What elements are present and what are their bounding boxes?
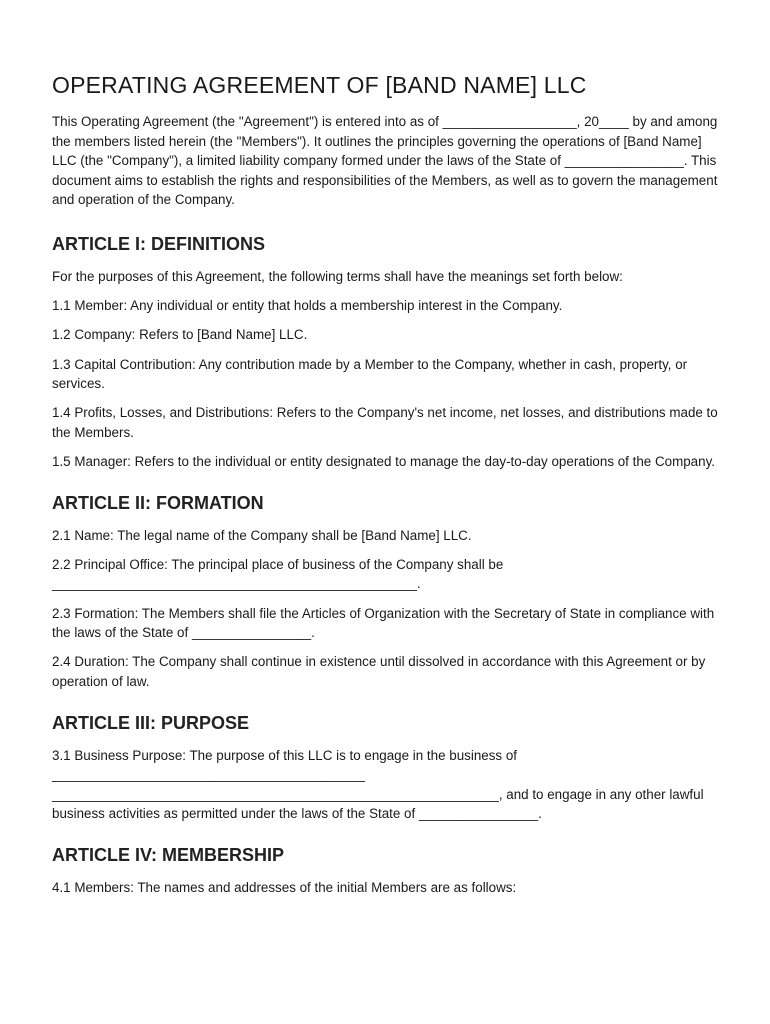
article-heading: ARTICLE I: DEFINITIONS xyxy=(52,233,265,254)
intro-paragraph: This Operating Agreement (the "Agreement") is entered into as of __________________, 20____ by and among the members listed herein (the "Members"). It outlines the principles governing the operations of [Band Name] LLC (the "Company"), a limited liability company formed under the laws of the State of ________________. This document aims to establish the rights and responsibilities of the Members, as well as to govern the management and operation of the Company. xyxy=(52,114,718,208)
article-paragraph: 2.4 Duration: The Company shall continue in existence until dissolved in accordance with this Agreement or by operation of law. xyxy=(52,654,706,690)
article-paragraph: 2.2 Principal Office: The principal place of business of the Company shall be _________________________________________________. xyxy=(52,556,504,592)
article-paragraph: 1.4 Profits, Losses, and Distributions: Refers to the Company's net income, net losses, and distributions made to the Members. xyxy=(52,405,718,440)
article-paragraph: 1.5 Manager: Refers to the individual or entity designated to manage the day-to-day operations of the Company. xyxy=(52,454,715,470)
article-paragraph: 3.1 Business Purpose: The purpose of this LLC is to engage in the business of __________________________________________ ____________________________________________________________, and to engage in any other lawful business activities as permitted under the laws of the State of ________________. xyxy=(52,747,704,822)
document-title: OPERATING AGREEMENT OF [BAND NAME] LLC xyxy=(52,72,587,98)
article-definitions xyxy=(52,234,718,472)
article-paragraph: 1.2 Company: Refers to [Band Name] LLC. xyxy=(52,327,308,343)
article-paragraph: For the purposes of this Agreement, the following terms shall have the meanings set forth below: xyxy=(52,268,623,284)
article-paragraph: 1.1 Member: Any individual or entity that holds a membership interest in the Company. xyxy=(52,298,563,314)
article-formation xyxy=(52,493,718,692)
article-heading: ARTICLE IV: MEMBERSHIP xyxy=(52,845,285,865)
article-heading: ARTICLE III: PURPOSE xyxy=(52,712,250,733)
article-heading: ARTICLE II: FORMATION xyxy=(52,492,264,513)
article-paragraph: 2.1 Name: The legal name of the Company shall be [Band Name] LLC. xyxy=(52,527,472,543)
article-paragraph: 2.3 Formation: The Members shall file the Articles of Organization with the Secretary of State in compliance with the laws of the State of ________________. xyxy=(52,605,715,641)
article-paragraph: 4.1 Members: The names and addresses of the initial Members are as follows: xyxy=(52,880,517,895)
article-membership xyxy=(52,845,718,898)
article-purpose xyxy=(52,713,718,824)
article-paragraph: 1.3 Capital Contribution: Any contribution made by a Member to the Company, whether in cash, property, or services. xyxy=(52,356,688,392)
